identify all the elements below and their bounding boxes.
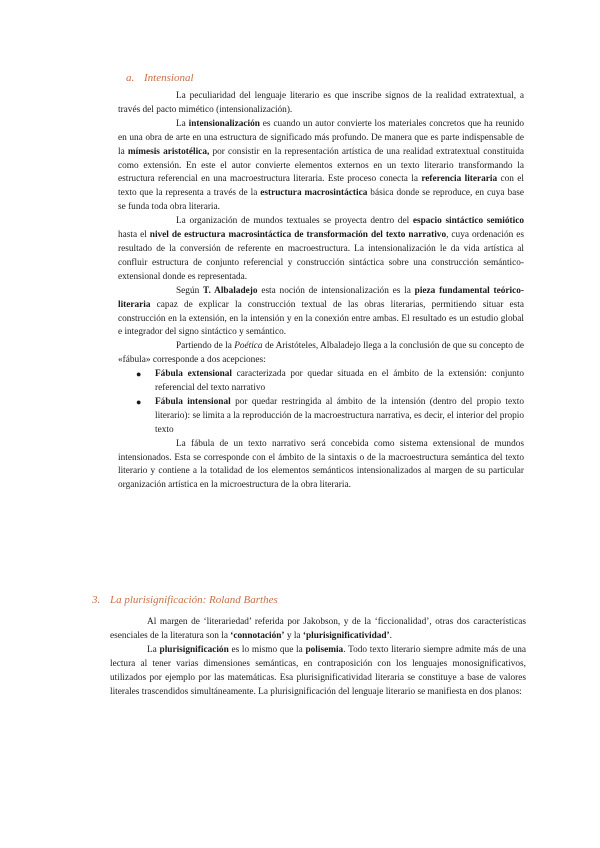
- text-run: esta noción de intensionalización es la: [257, 285, 415, 296]
- text-run: La fábula de un texto narrativo será concebida como sistema extensional de mundos intensionados. Esta se corresponde con el ámbito de la sintaxis o de la macroestructura semántica del texto literario y contiene a la totalidad de los elementos semánticos intensionalizados al margen de su particular organización artística en la microestructura de la obra literaria.: [118, 438, 524, 491]
- bold-term: T. Albaladejo: [203, 285, 258, 296]
- paragraph-1: [118, 90, 524, 118]
- list-item: [118, 396, 524, 438]
- section-number: a.: [126, 72, 135, 84]
- bold-term: referencia literaria: [421, 174, 498, 185]
- section-3-body: [110, 616, 526, 699]
- paragraph-5: [118, 340, 524, 368]
- bold-term: estructura macrosintáctica: [260, 188, 368, 199]
- bold-term: plurisignificación: [159, 644, 229, 655]
- paragraph-6: [118, 438, 524, 494]
- bullet-icon: ●: [136, 369, 142, 380]
- text-run: es cuando un autor convierte los materiales concretos que ha reunido en una obra de arte en una estructura de significado más profundo. De manera que es parte indispensable de la: [118, 118, 524, 157]
- section-heading-intensional: [126, 72, 194, 84]
- bold-term: mímesis aristotélica,: [127, 146, 210, 157]
- bold-term: pieza fundamental teórico-literaria: [118, 285, 524, 310]
- text-run: hasta el: [118, 230, 150, 241]
- text-run: La: [176, 118, 189, 129]
- italic-title: Poética: [234, 341, 263, 352]
- section-a-body: [118, 90, 524, 493]
- paragraph-8: [110, 644, 526, 700]
- paragraph-2: [118, 118, 524, 215]
- text-run: y la: [284, 630, 303, 641]
- bold-term: nivel de estructura macrosintáctica de transformación del texto narrativo: [149, 230, 447, 241]
- section-title: Intensional: [144, 72, 194, 84]
- bold-term: intensionalización: [188, 118, 260, 129]
- bold-term: ‘plurisignificatividad’: [302, 630, 390, 641]
- bold-term: espacio sintáctico semiótico: [412, 216, 524, 227]
- text-run: La organización de mundos textuales se proyecta dentro del: [176, 216, 413, 227]
- text-run: .: [389, 630, 392, 641]
- text-run: por quedar restringida al ámbito de la intensión (dentro del propio texto literario): se limita a la reproducción de la macroestructura narrativa, es decir, el interior del propio texto: [155, 396, 524, 435]
- text-run: con el texto que la representa a través de la: [118, 174, 525, 199]
- text-run: La peculiaridad del lenguaje literario es que inscribe signos de la realidad extratextual, a través del pacto mimético (intensionalización).: [118, 91, 524, 115]
- bullet-icon: ●: [136, 396, 142, 407]
- section-heading-plurisignificacion: [92, 594, 278, 606]
- text-run: . Todo texto literario siempre admite más de una lectura al tener varias dimensiones semánticas, en contraposición con los lenguajes monosignificativos, utilizados por ejemplo por las matemáticas. Esa plurisignificatividad literaria se constituye a base de valores literales trascendidos simultáneamente. La plurisignificación del lenguaje literario se manifiesta en dos planos:: [110, 644, 526, 697]
- text-run: Partiendo de la: [176, 341, 235, 352]
- bold-term: Fábula extensional: [155, 369, 232, 380]
- text-run: es lo mismo que la: [228, 644, 306, 655]
- text-run: caracterizada por quedar situada en el ámbito de la extensión: conjunto referencial del texto narrativo: [155, 369, 524, 394]
- bold-term: ‘connotación’: [230, 630, 285, 641]
- section-number: 3.: [92, 594, 101, 606]
- paragraph-4: [118, 285, 524, 341]
- paragraph-3: [118, 215, 524, 285]
- paragraph-7: [110, 616, 526, 644]
- text-run: capaz de explicar la construcción textual de las obras literarias, permitiendo situar esta construcción en la extensión, en la intensión y en la conexión entre ambas. El resultado es un estudio global e integrador del signo sintáctico y semántico.: [118, 299, 524, 338]
- text-run: Al margen de ‘literariedad’ referida por Jakobson, y de la ‘ficcionalidad’, otras dos características esenciales de la literatura son la: [110, 617, 526, 641]
- text-run: por consistir en la representación artística de una realidad extratextual constituida como extensión. En este el autor convierte elementos externos en un texto literario transformando la estructura referencial en una macroestructura literaria. Este proceso conecta la: [118, 146, 524, 185]
- text-run: La: [147, 644, 160, 655]
- bold-term: polisemia: [305, 644, 344, 655]
- text-run: básica donde se reproduce, en cuya base se funda toda obra literaria.: [118, 188, 524, 213]
- section-title: La plurisignificación: Roland Barthes: [110, 594, 278, 606]
- text-run: Según: [176, 285, 204, 296]
- acepciones-list: [118, 368, 524, 438]
- text-run: , cuya ordenación es resultado de la conversión de referente en macroestructura. La intensionalización le da vida artística al confluir estructura de conjunto referencial y construcción sintáctica sobre una construcción semántico-extensional donde es representada.: [118, 230, 524, 282]
- text-run: de Aristóteles, Albaladejo llega a la conclusión de que su concepto de «fábula» corresponde a dos acepciones:: [118, 341, 524, 366]
- bold-term: Fábula intensional: [155, 396, 231, 407]
- list-item: [118, 368, 524, 396]
